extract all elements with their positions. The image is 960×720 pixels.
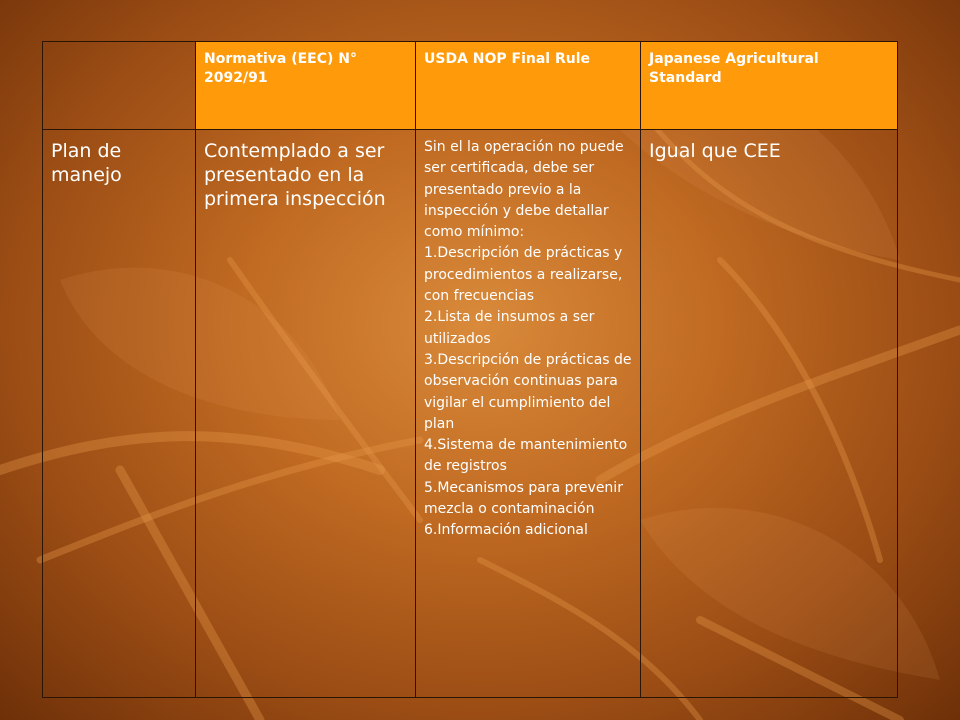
- list-item: 2.Lista de insumos a ser utilizados: [424, 309, 595, 347]
- usda-requirements-list: [424, 243, 634, 541]
- header-corner-label: [43, 42, 195, 50]
- header-corner-cell: [43, 42, 196, 130]
- header-jas-cell: [641, 42, 898, 130]
- list-item: 5.Mecanismos para prevenir mezcla o contaminación: [424, 479, 623, 518]
- usda-cell: [416, 130, 641, 698]
- header-usda-label: USDA NOP Final Rule: [424, 51, 591, 67]
- eec-cell: [196, 130, 416, 698]
- list-item: 6.Información adicional: [424, 522, 588, 539]
- usda-intro: Sin el la operación no puede ser certificada, debe ser presentado previo a la inspección y debe detallar como mínimo:: [424, 139, 624, 241]
- jas-cell: [641, 130, 898, 698]
- list-item: 3.Descripción de prácticas de observación continuas para vigilar el cumplimiento del plan: [424, 351, 632, 432]
- usda-content: [416, 130, 640, 542]
- table-row: [43, 130, 898, 698]
- row-label: Plan de manejo: [51, 140, 122, 186]
- row-label-cell: [43, 130, 196, 698]
- list-item: 1.Descripción de prácticas y procedimientos a realizarse, con frecuencias: [424, 245, 623, 305]
- header-eec-label: Normativa (EEC) N° 2092/91: [204, 51, 358, 86]
- header-usda-cell: [416, 42, 641, 130]
- header-eec-cell: [196, 42, 416, 130]
- comparison-table: [42, 41, 898, 698]
- list-item: 4.Sistema de mantenimiento de registros: [424, 437, 628, 475]
- header-row: [43, 42, 898, 130]
- header-jas-label: Japanese Agricultural Standard: [649, 51, 819, 86]
- eec-text: Contemplado a ser presentado en la primera inspección: [204, 140, 386, 210]
- jas-text: Igual que CEE: [649, 140, 781, 162]
